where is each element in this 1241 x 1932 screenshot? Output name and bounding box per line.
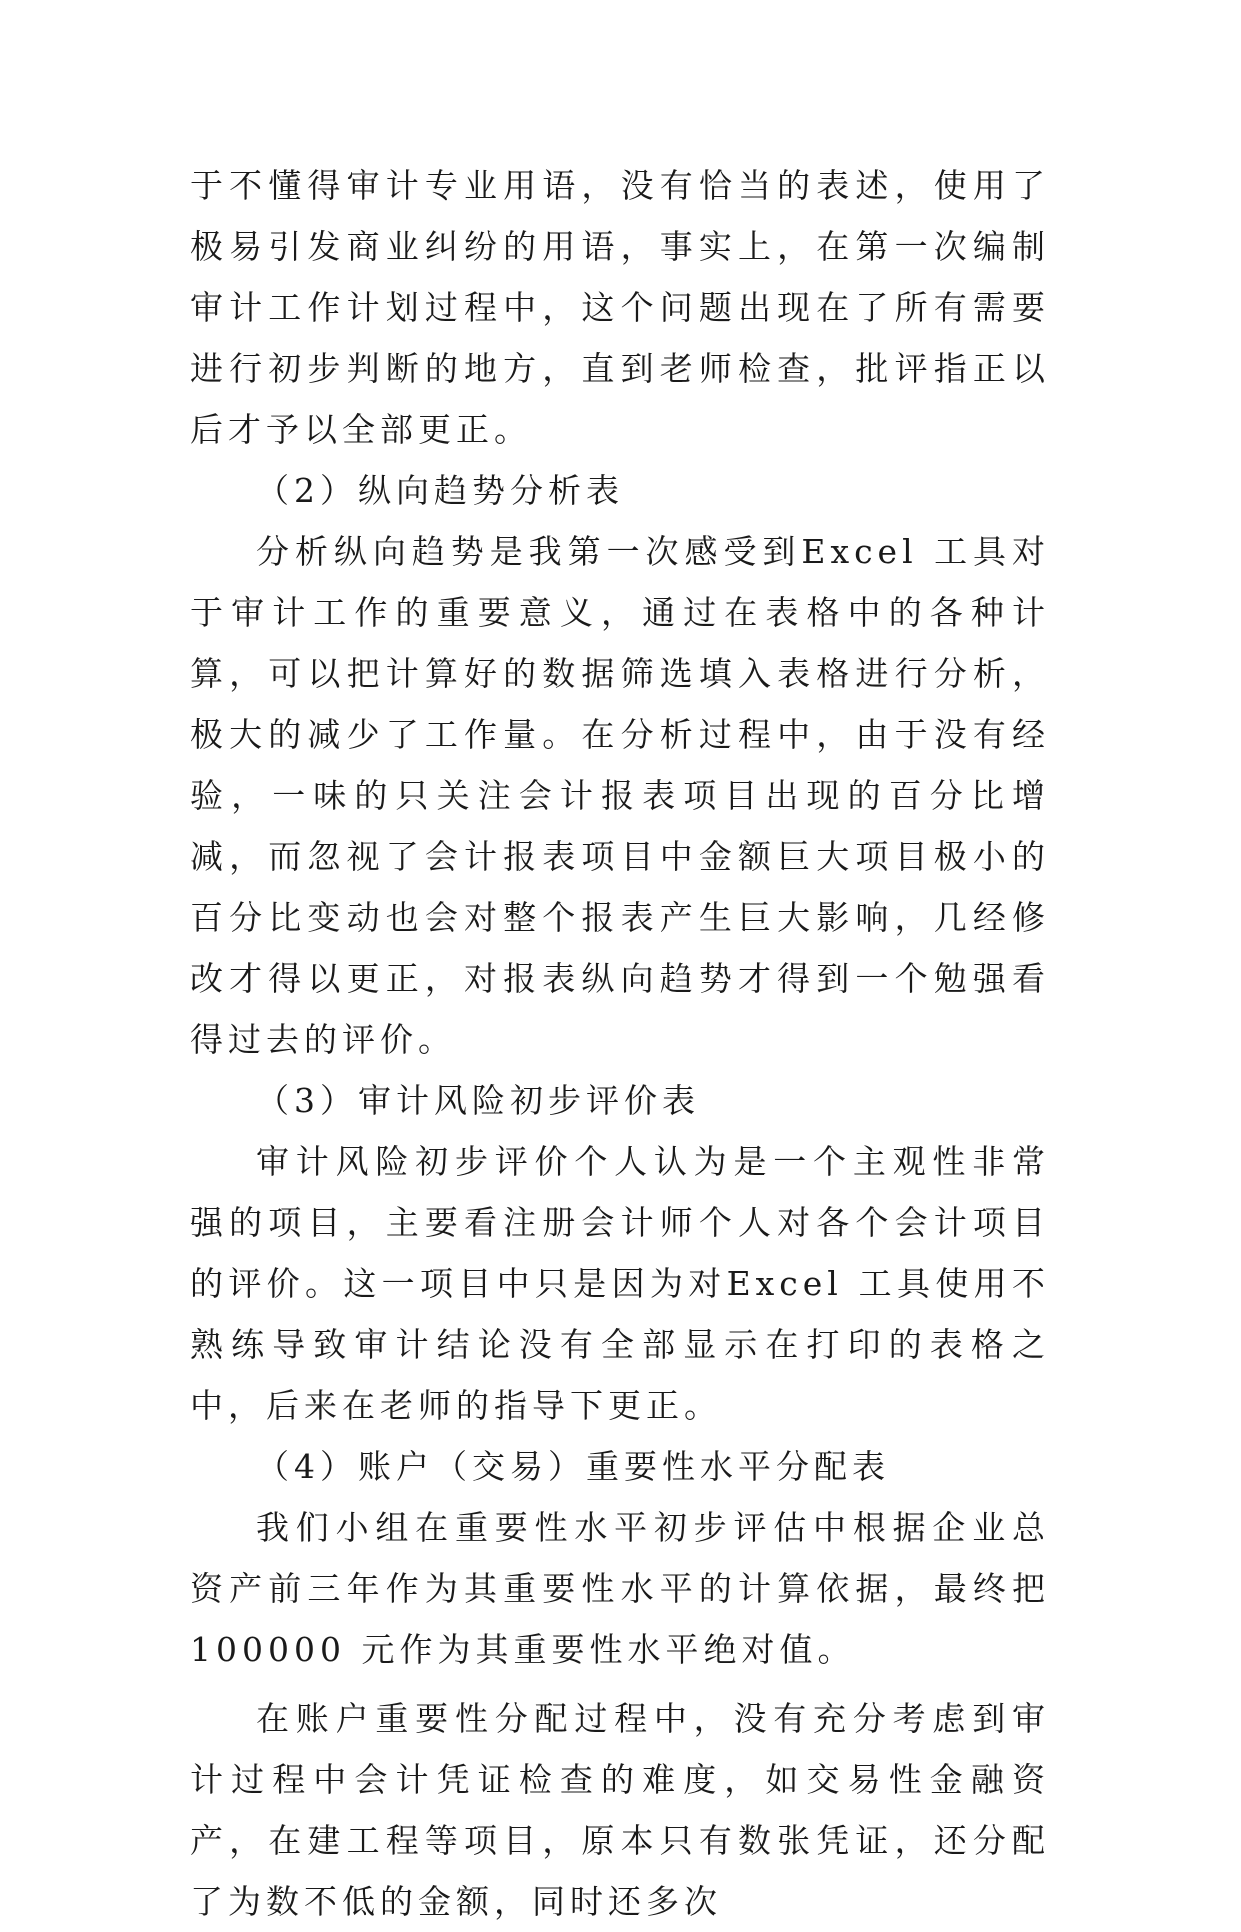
paragraph-continuation: 于不懂得审计专业用语，没有恰当的表述，使用了极易引发商业纠纷的用语，事实上，在第一次编制审计工作计划过程中，这个问题出现在了所有需要进行初步判断的地方，直到老师检查，批评指正以后才予以全部更正。 bbox=[190, 166, 1050, 449]
section-heading-3: （3）审计风险初步评价表 bbox=[256, 1081, 700, 1120]
document-body bbox=[190, 155, 1050, 1932]
paragraph-account-allocation: 在账户重要性分配过程中，没有充分考虑到审计过程中会计凭证检查的难度，如交易性金融资产，在建工程等项目，原本只有数张凭证，还分配了为数不低的金额，同时还多次 bbox=[190, 1699, 1050, 1921]
section-heading-2: （2）纵向趋势分析表 bbox=[256, 471, 624, 510]
paragraph-risk-evaluation: 审计风险初步评价个人认为是一个主观性非常强的项目，主要看注册会计师个人对各个会计项目的评价。这一项目中只是因为对Excel 工具使用不熟练导致审计结论没有全部显示在打印的表格之中，后来在老师的指导下更正。 bbox=[190, 1142, 1050, 1425]
paragraph-vertical-trend: 分析纵向趋势是我第一次感受到Excel 工具对于审计工作的重要意义，通过在表格中的各种计算，可以把计算好的数据筛选填入表格进行分析，极大的减少了工作量。在分析过程中，由于没有经验，一味的只关注会计报表项目出现的百分比增减，而忽视了会计报表项目中金额巨大项目极小的百分比变动也会对整个报表产生巨大影响，几经修改才得以更正，对报表纵向趋势才得到一个勉强看得过去的评价。 bbox=[190, 532, 1050, 1059]
section-heading-4: （4）账户（交易）重要性水平分配表 bbox=[256, 1447, 890, 1486]
paragraph-materiality-level: 我们小组在重要性水平初步评估中根据企业总资产前三年作为其重要性水平的计算依据，最终把 100000 元作为其重要性水平绝对值。 bbox=[190, 1508, 1050, 1669]
